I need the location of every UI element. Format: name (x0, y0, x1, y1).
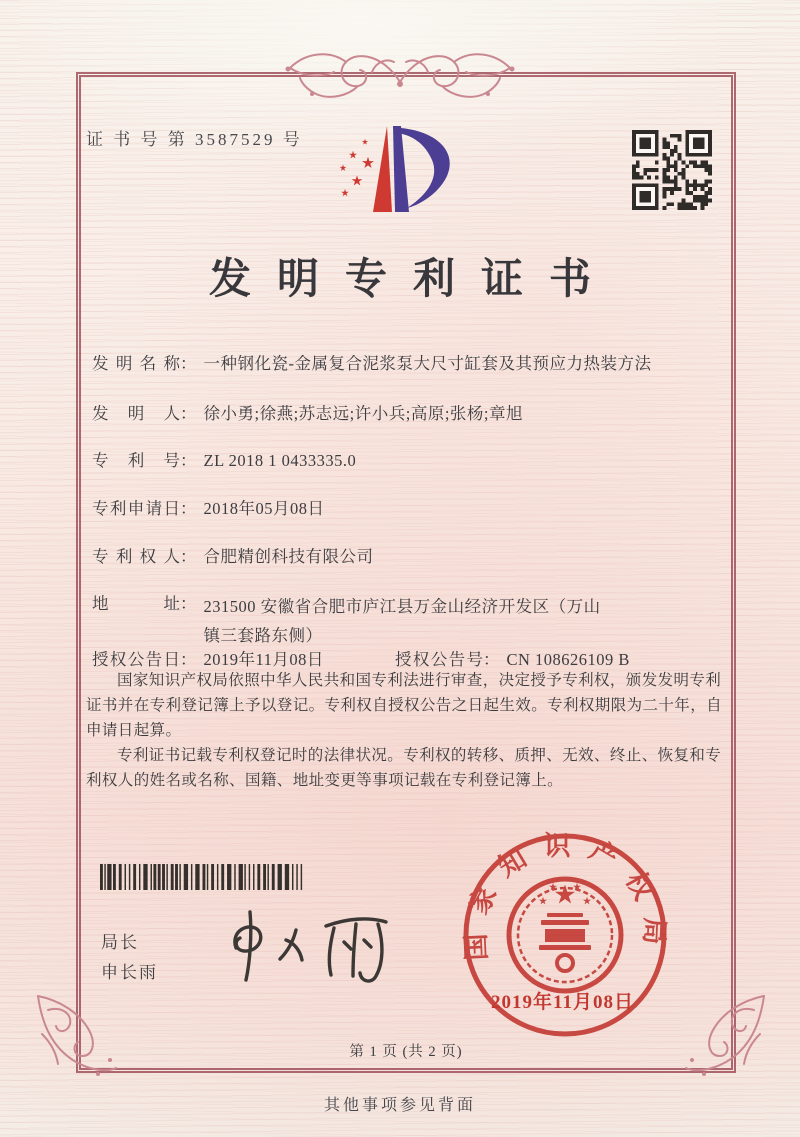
field-value: 一种钢化瓷-金属复合泥浆泵大尺寸缸套及其预应力热装方法 (203, 354, 652, 373)
field-value: ZL 2018 1 0433335.0 (203, 451, 357, 470)
field-value: 231500 安徽省合肥市庐江县万金山经济开发区（万山镇三套路东侧） (203, 597, 601, 645)
field-address (92, 592, 737, 650)
field-application-date (92, 497, 737, 521)
field-grant-date (92, 650, 324, 669)
legal-paragraph-1: 国家知识产权局依照中华人民共和国专利法进行审查，决定授予专利权，颁发发明专利证书并在专利登记簿上予以登记。专利权自授权公告之日起生效。专利权期限为二十年，自申请日起算。 (86, 672, 723, 739)
field-label: 专利申请日 (92, 499, 180, 518)
field-value: CN 108626109 B (506, 650, 630, 669)
field-label: 专利号 (92, 451, 180, 470)
field-colon: ： (483, 650, 500, 669)
field-colon: ： (180, 547, 197, 566)
cnipa-logo-icon (335, 120, 470, 220)
field-colon: ： (180, 354, 197, 373)
field-value: 2019年11月08日 (203, 650, 324, 669)
field-label: 专利权人 (92, 547, 180, 566)
field-value: 徐小勇;徐燕;苏志远;许小兵;高原;张杨;章旭 (203, 404, 524, 423)
field-colon: ： (180, 404, 197, 423)
legal-text (86, 668, 723, 793)
legal-paragraph-2: 专利证书记载专利权登记时的法律状况。专利权的转移、质押、无效、终止、恢复和专利权人的姓名或名称、国籍、地址变更等事项记载在专利登记簿上。 (86, 747, 722, 789)
page-number: 第 1 页 (共 2 页) (349, 1044, 463, 1060)
field-invention-name (92, 352, 737, 376)
barcode (100, 864, 305, 890)
field-label: 发明名称 (92, 354, 180, 373)
seal-date: 2019年11月08日 (491, 992, 634, 1013)
director-title: 局长 (101, 933, 139, 952)
field-colon: ： (180, 650, 197, 669)
certificate-number: 证 书 号 第 3587529 号 (86, 130, 303, 149)
qr-code (632, 130, 712, 210)
seal-text: 国家知识产权局 (460, 831, 670, 962)
field-value: 合肥精创科技有限公司 (203, 547, 374, 566)
ornament-top-center-icon (272, 42, 528, 104)
field-inventors (92, 402, 737, 426)
national-emblem-icon (509, 879, 621, 991)
field-value: 2018年05月08日 (203, 499, 325, 518)
field-label: 授权公告日 (92, 650, 180, 669)
field-colon: ： (180, 451, 197, 470)
field-colon: ： (180, 499, 197, 518)
director-name: 申长雨 (101, 963, 158, 982)
field-colon: ： (180, 594, 197, 613)
director-signature-image (208, 896, 393, 991)
field-label: 授权公告号 (395, 650, 483, 669)
back-side-note: 其他事项参见背面 (323, 1097, 476, 1114)
ornament-bottom-left-icon (28, 990, 120, 1082)
field-patent-number (92, 449, 737, 473)
ornament-bottom-right-icon (682, 990, 774, 1082)
field-label: 发明人 (92, 404, 180, 423)
field-patentee (92, 545, 737, 569)
page-title: 发明专利证书 (208, 257, 617, 303)
field-label: 地址 (92, 594, 180, 613)
